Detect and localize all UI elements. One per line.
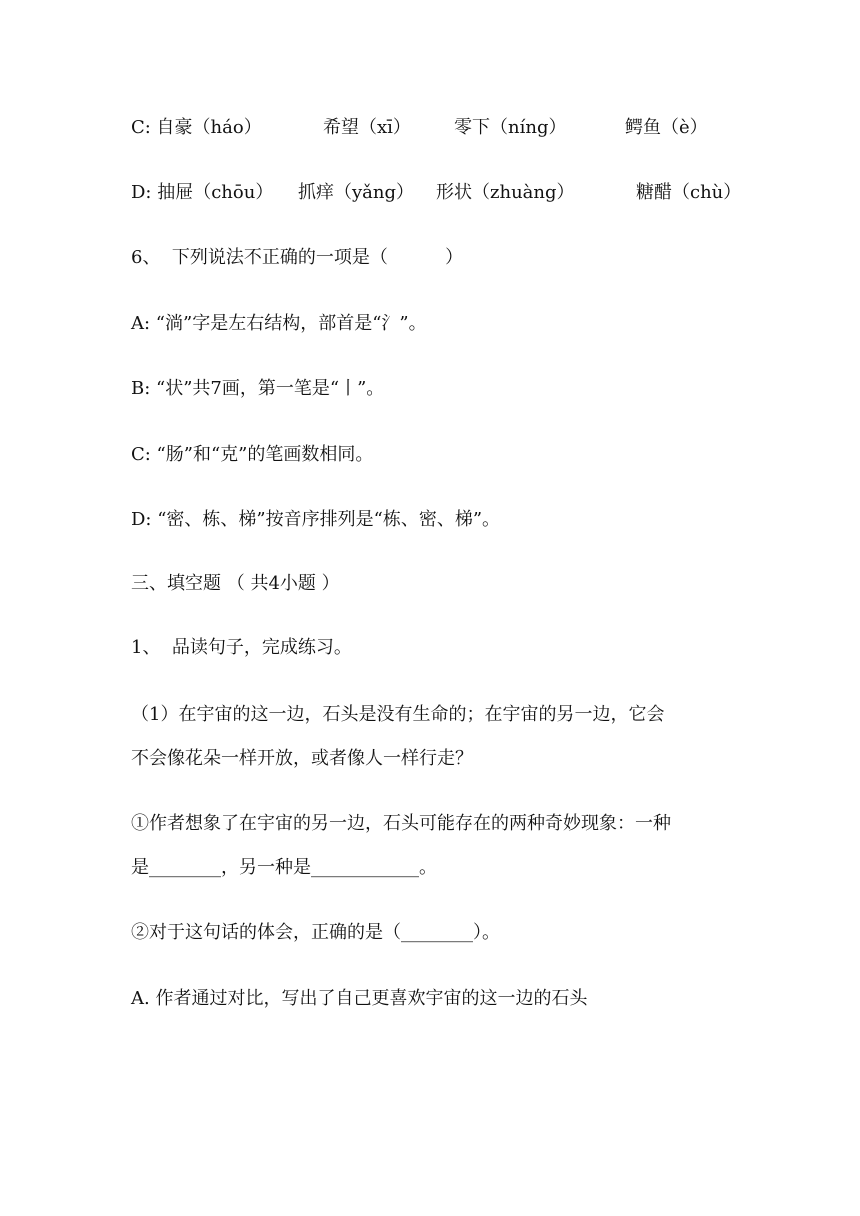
s3-q1-passage-line2: 不会像花朵一样开放，或者像人一样行走？ — [131, 748, 473, 769]
q6-option-c: C: “肠”和“克”的笔画数相同。 — [131, 444, 374, 465]
q5-option-d-item-2: 抓痒（yǎng） — [298, 182, 415, 203]
q5-option-d-item-4: 糖醋（chù） — [636, 182, 742, 203]
q5-option-d-first: D: 抽屉（chōu） — [131, 182, 274, 203]
q5-option-d-item-3: 形状（zhuàng） — [436, 182, 575, 203]
s3-q1-passage-line1: （1）在宇宙的这一边，石头是没有生命的；在宇宙的另一边，它会 — [131, 704, 665, 725]
q6-option-d: D: “密、栋、梯”按音序排列是“栋、密、梯”。 — [131, 509, 501, 530]
q5-option-c-item-3: 零下（níng） — [454, 117, 567, 138]
s3-q1-sub1-line2: 是________，另一种是____________。 — [131, 857, 437, 878]
section-heading: 三、填空题 （ 共4小题 ） — [131, 573, 340, 594]
s3-q1-option-a: A. 作者通过对比，写出了自己更喜欢宇宙的这一边的石头 — [131, 988, 588, 1009]
q6-option-b: B: “状”共7画，第一笔是“丨”。 — [131, 378, 385, 399]
q6-option-a: A: “淌”字是左右结构，部首是“氵”。 — [131, 313, 427, 334]
s3-q1-sub1-line1: ①作者想象了在宇宙的另一边，石头可能存在的两种奇妙现象：一种 — [131, 813, 671, 834]
s3-q1-sub2: ②对于这句话的体会，正确的是（________）。 — [131, 922, 500, 943]
q6-stem: 6、 下列说法不正确的一项是（ ） — [131, 247, 464, 268]
q5-option-c-item-4: 鳄鱼（è） — [625, 117, 708, 138]
q5-option-c-first: C: 自豪（háo） — [131, 117, 262, 138]
s3-q1-stem: 1、 品读句子，完成练习。 — [131, 637, 352, 658]
q5-option-c-item-2: 希望（xī） — [323, 117, 411, 138]
